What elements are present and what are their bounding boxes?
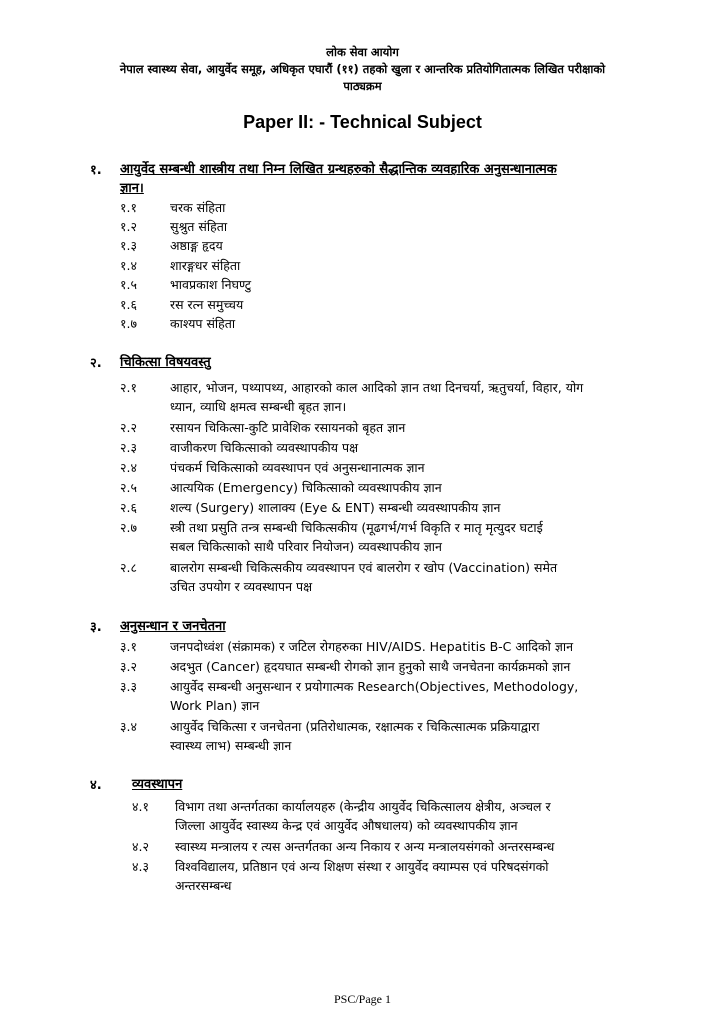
item-text: रसायन चिकित्सा-कुटि प्रावेशिक रसायनको बृहत ज्ञान: [170, 420, 406, 435]
section-title: व्यवस्थापन: [132, 777, 183, 792]
item-number: १.६: [120, 297, 137, 312]
section-title-continued: ज्ञान।: [120, 181, 144, 196]
item-number: ३.२: [120, 659, 137, 674]
item-number: १.२: [120, 219, 137, 234]
item-text: चरक संहिता: [170, 200, 226, 215]
item-text-continued: सबल चिकित्साको साथै परिवार नियोजन) व्यवस्थापकीय ज्ञान: [170, 539, 442, 554]
item-number: २.८: [120, 560, 137, 575]
list-item: [132, 857, 690, 895]
item-text-continued: स्वास्थ्य लाभ) सम्बन्धी ज्ञान: [170, 738, 292, 753]
item-number: १.७: [120, 316, 137, 331]
section-title: अनुसन्धान र जनचेतना: [120, 619, 226, 634]
section-number: ३.: [90, 620, 102, 635]
item-number: १.३: [120, 238, 137, 253]
header-syllabus-label: पाठ्यक्रम: [343, 79, 382, 93]
list-item: [120, 378, 690, 416]
item-number: २.५: [120, 480, 137, 495]
page-footer: PSC/Page 1: [333, 992, 391, 1006]
header-exam-description: नेपाल स्वास्थ्य सेवा, आयुर्वेद समूह, अधिकृत एघारौं (११) तहको खुला र आन्तरिक प्रतियोगितात्मक लिखित परीक्षाको: [119, 62, 606, 76]
list-item: [120, 657, 690, 676]
item-text: बालरोग सम्बन्धी चिकित्सकीय व्यवस्थापन एवं बालरोग र खोप (Vaccination) समेत: [170, 560, 558, 575]
item-text: वाजीकरण चिकित्साको व्यवस्थापकीय पक्ष: [170, 440, 359, 455]
list-item: [120, 717, 690, 755]
section-number: २.: [90, 356, 102, 371]
section-number: ४.: [90, 778, 102, 793]
item-number: १.५: [120, 277, 137, 292]
list-item: [120, 418, 690, 437]
header-organization: लोक सेवा आयोग: [326, 45, 399, 59]
list-item: [120, 518, 690, 556]
list-item: [120, 236, 690, 255]
list-item: [132, 797, 690, 835]
list-item: [120, 275, 690, 294]
item-text-continued: अन्तरसम्बन्ध: [175, 878, 232, 893]
item-text-continued: Work Plan) ज्ञान: [170, 698, 260, 713]
item-text-continued: जिल्ला आयुर्वेद स्वास्थ्य केन्द्र एवं आयुर्वेद औषधालय) को व्यवस्थापकीय ज्ञान: [175, 818, 518, 833]
item-text: स्वास्थ्य मन्त्रालय र त्यस अन्तर्गतका अन्य निकाय र अन्य मन्त्रालयसंगको अन्तरसम्बन्ध: [175, 839, 555, 854]
list-item: [120, 314, 690, 333]
item-number: १.४: [120, 258, 137, 273]
list-item: [120, 295, 690, 314]
item-text: अदभुत (Cancer) हृदयघात सम्बन्धी रोगको ज्ञान हुनुको साथै जनचेतना कार्यक्रमको ज्ञान: [170, 659, 571, 674]
item-text: शारङ्गधर संहिता: [170, 258, 241, 273]
item-text: भावप्रकाश निघण्टु: [170, 277, 252, 292]
list-item: [132, 837, 690, 856]
list-item: [120, 217, 690, 236]
item-text: अष्ठाङ्ग हृदय: [170, 238, 223, 253]
item-text: काश्यप संहिता: [170, 316, 236, 331]
list-item: [120, 558, 690, 596]
item-text-continued: ध्यान, व्याधि क्षमत्व सम्बन्धी बृहत ज्ञान।: [170, 399, 347, 414]
item-number: २.२: [120, 420, 137, 435]
item-text: आहार, भोजन, पथ्यापथ्य, आहारको काल आदिको ज्ञान तथा दिनचर्या, ऋतुचर्या, विहार, योग: [170, 380, 584, 395]
item-number: ४.१: [132, 799, 149, 814]
list-item: [120, 198, 690, 217]
paper-title: Paper II: - Technical Subject: [243, 112, 482, 132]
document-header: [0, 44, 725, 95]
item-number: १.१: [120, 200, 137, 215]
item-text: सुश्रुत संहिता: [170, 219, 228, 234]
list-item: [120, 438, 690, 457]
item-text: जनपदोध्वंश (संक्रामक) र जटिल रोगहरुका HIV/AIDS. Hepatitis B-C आदिको ज्ञान: [170, 639, 574, 654]
item-text: विभाग तथा अन्तर्गतका कार्यालयहरु (केन्द्रीय आयुर्वेद चिकित्सालय क्षेत्रीय, अञ्चल र: [175, 799, 551, 814]
list-item: [120, 498, 690, 517]
item-number: ४.२: [132, 839, 149, 854]
item-number: २.१: [120, 380, 137, 395]
item-text: आत्ययिक (Emergency) चिकित्साको व्यवस्थापकीय ज्ञान: [170, 480, 442, 495]
item-number: २.३: [120, 440, 137, 455]
list-item: [120, 478, 690, 497]
item-text: विश्वविद्यालय, प्रतिष्ठान एवं अन्य शिक्षण संस्था र आयुर्वेद क्याम्पस एवं परिषदसंगको: [175, 859, 549, 874]
item-text: रस रत्न समुच्चय: [170, 297, 244, 312]
item-text: स्त्री तथा प्रसुति तन्त्र सम्बन्धी चिकित्सकीय (मूढगर्भ/गर्भ विकृति र मातृ मृत्युदर घटाई: [170, 520, 543, 535]
section-title: आयुर्वेद सम्बन्धी शास्त्रीय तथा निम्न लिखित ग्रन्थहरुको सैद्धान्तिक व्यवहारिक अनुसन्धानात्मक: [120, 162, 557, 177]
item-number: ४.३: [132, 859, 149, 874]
item-text: आयुर्वेद चिकित्सा र जनचेतना (प्रतिरोधात्मक, रक्षात्मक र चिकित्सात्मक प्रक्रियाद्वारा: [170, 719, 540, 734]
item-text: शल्य (Surgery) शालाक्य (Eye & ENT) सम्बन्धी व्यवस्थापकीय ज्ञान: [170, 500, 501, 515]
item-text: आयुर्वेद सम्बन्धी अनुसन्धान र प्रयोगात्मक Research(Objectives, Methodology,: [170, 679, 579, 694]
list-item: [120, 256, 690, 275]
list-item: [120, 458, 690, 477]
item-number: २.४: [120, 460, 137, 475]
item-number: ३.१: [120, 639, 137, 654]
list-item: [120, 637, 690, 656]
section-title: चिकित्सा विषयवस्तु: [120, 355, 211, 370]
item-number: ३.३: [120, 679, 137, 694]
item-number: ३.४: [120, 719, 137, 734]
item-text-continued: उचित उपयोग र व्यवस्थापन पक्ष: [170, 579, 313, 594]
item-text: पंचकर्म चिकित्साको व्यवस्थापन एवं अनुसन्धानात्मक ज्ञान: [170, 460, 425, 475]
item-number: २.७: [120, 520, 137, 535]
section-number: १.: [90, 163, 102, 178]
list-item: [120, 677, 690, 715]
item-number: २.६: [120, 500, 137, 515]
